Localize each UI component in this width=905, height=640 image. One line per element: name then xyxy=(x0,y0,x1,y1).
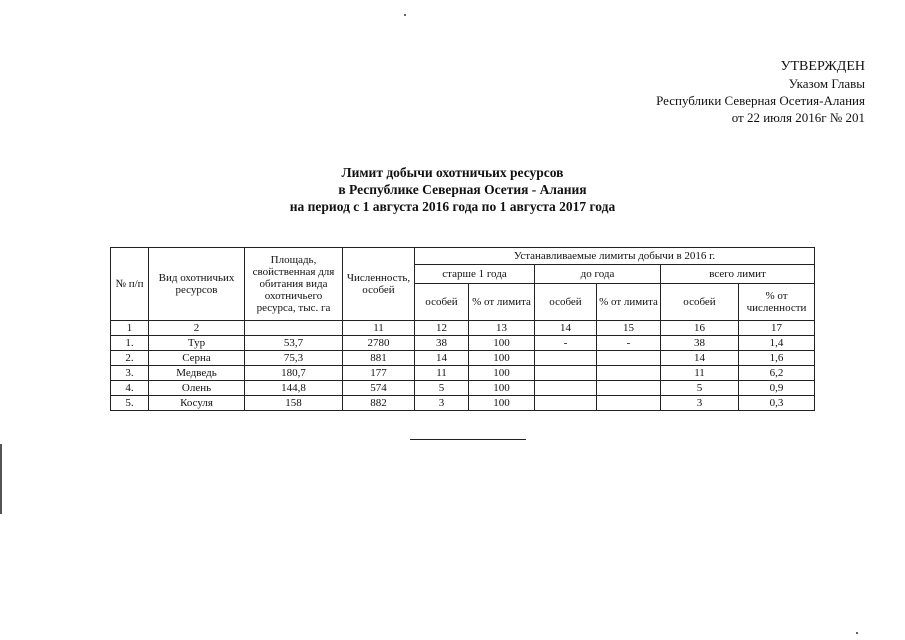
row-species: Косуля xyxy=(149,396,245,411)
title-line-2: в Республике Северная Осетия - Алания xyxy=(338,182,587,197)
row-young-percent xyxy=(597,351,661,366)
row-total-individuals: 14 xyxy=(661,351,739,366)
row-species: Тур xyxy=(149,336,245,351)
approval-decree: Указом Главы xyxy=(788,76,865,91)
header-over-one-year: старше 1 года xyxy=(415,265,535,284)
approval-date: от 22 июля 2016г № 201 xyxy=(731,110,865,125)
table-row xyxy=(111,351,815,366)
table-row xyxy=(111,366,815,381)
row-num: 4. xyxy=(111,381,149,396)
row-species: Медведь xyxy=(149,366,245,381)
title-line-3: на период с 1 августа 2016 года по 1 августа 2017 года xyxy=(289,199,616,214)
row-total-individuals: 3 xyxy=(661,396,739,411)
approval-republic: Республики Северная Осетия-Алания xyxy=(656,93,865,108)
header-population: Численность, особей xyxy=(343,248,415,321)
column-number-row xyxy=(111,321,815,336)
scan-speck xyxy=(856,632,858,634)
header-percent-population: % от численности xyxy=(739,284,815,321)
row-area: 158 xyxy=(245,396,343,411)
row-adult-individuals: 5 xyxy=(415,381,469,396)
header-num: № п/п xyxy=(111,248,149,321)
table-row xyxy=(111,381,815,396)
row-population: 881 xyxy=(343,351,415,366)
row-adult-percent: 100 xyxy=(469,381,535,396)
row-young-percent xyxy=(597,381,661,396)
column-number: 1 xyxy=(111,321,149,336)
header-individuals-total: особей xyxy=(661,284,739,321)
title-line-1: Лимит добычи охотничьих ресурсов xyxy=(341,165,564,180)
column-number: 17 xyxy=(739,321,815,336)
row-total-individuals: 5 xyxy=(661,381,739,396)
row-total-individuals: 38 xyxy=(661,336,739,351)
row-adult-percent: 100 xyxy=(469,351,535,366)
row-percent-population: 0,3 xyxy=(739,396,815,411)
row-area: 144,8 xyxy=(245,381,343,396)
row-percent-population: 1,6 xyxy=(739,351,815,366)
column-number: 12 xyxy=(415,321,469,336)
row-population: 2780 xyxy=(343,336,415,351)
approval-heading: УТВЕРЖДЕН xyxy=(780,59,865,74)
row-adult-percent: 100 xyxy=(469,396,535,411)
header-individuals-adult: особей xyxy=(415,284,469,321)
column-number xyxy=(245,321,343,336)
row-num: 1. xyxy=(111,336,149,351)
row-population: 574 xyxy=(343,381,415,396)
header-under-one-year: до года xyxy=(535,265,661,284)
header-individuals-young: особей xyxy=(535,284,597,321)
header-total-limit: всего лимит xyxy=(661,265,815,284)
row-species: Серна xyxy=(149,351,245,366)
row-population: 177 xyxy=(343,366,415,381)
header-percent-limit-young: % от лимита xyxy=(597,284,661,321)
row-area: 75,3 xyxy=(245,351,343,366)
closing-rule xyxy=(410,439,526,440)
row-adult-individuals: 14 xyxy=(415,351,469,366)
row-young-individuals xyxy=(535,366,597,381)
row-young-individuals xyxy=(535,381,597,396)
row-area: 180,7 xyxy=(245,366,343,381)
row-percent-population: 6,2 xyxy=(739,366,815,381)
row-adult-percent: 100 xyxy=(469,336,535,351)
row-young-percent: - xyxy=(597,336,661,351)
row-total-individuals: 11 xyxy=(661,366,739,381)
column-number: 11 xyxy=(343,321,415,336)
column-number: 16 xyxy=(661,321,739,336)
row-adult-individuals: 3 xyxy=(415,396,469,411)
header-percent-limit-adult: % от лимита xyxy=(469,284,535,321)
row-young-individuals xyxy=(535,351,597,366)
document-title xyxy=(0,164,905,215)
column-number: 13 xyxy=(469,321,535,336)
approval-block xyxy=(656,58,865,126)
row-area: 53,7 xyxy=(245,336,343,351)
row-species: Олень xyxy=(149,381,245,396)
row-percent-population: 0,9 xyxy=(739,381,815,396)
row-population: 882 xyxy=(343,396,415,411)
row-percent-population: 1,4 xyxy=(739,336,815,351)
row-num: 2. xyxy=(111,351,149,366)
row-young-percent xyxy=(597,396,661,411)
limits-table xyxy=(110,247,815,411)
row-adult-percent: 100 xyxy=(469,366,535,381)
header-area: Площадь, свойственная для обитания вида охотничьего ресурса, тыс. га xyxy=(245,248,343,321)
scan-speck xyxy=(404,14,406,16)
row-num: 3. xyxy=(111,366,149,381)
row-young-individuals xyxy=(535,396,597,411)
column-number: 15 xyxy=(597,321,661,336)
table-row xyxy=(111,336,815,351)
header-species: Вид охотничьих ресурсов xyxy=(149,248,245,321)
table-row xyxy=(111,396,815,411)
column-number: 14 xyxy=(535,321,597,336)
row-num: 5. xyxy=(111,396,149,411)
row-adult-individuals: 38 xyxy=(415,336,469,351)
row-young-percent xyxy=(597,366,661,381)
row-young-individuals: - xyxy=(535,336,597,351)
header-limits-group: Устанавливаемые лимиты добычи в 2016 г. xyxy=(415,248,815,265)
column-number: 2 xyxy=(149,321,245,336)
row-adult-individuals: 11 xyxy=(415,366,469,381)
scan-edge-mark xyxy=(0,444,2,514)
